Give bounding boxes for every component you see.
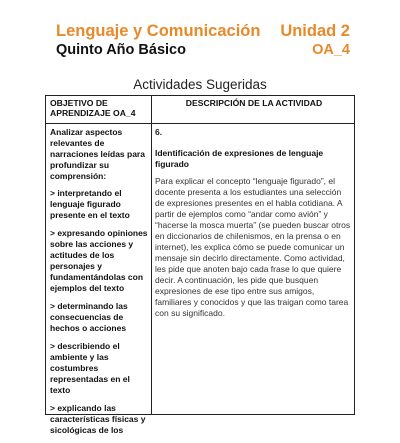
- objective-item: > interpretando el lenguaje figurado presente en el texto: [50, 188, 130, 220]
- objective-item: > describiendo el ambiente y las costumbres representadas en el texto: [50, 341, 130, 395]
- activity-table: [45, 95, 355, 435]
- objective-cell: [50, 127, 149, 443]
- activity-description: Para explicar el concepto “lenguaje figurado”, el docente presenta a los estudiantes una selección de expresiones presentes en el habla cotidiana. A partir de ejemplos como “andar como avión” y “hacerse la mosca muerta” (se pueden buscar otros en diccionarios de chilenismos, en la prensa o en internet), les explica cómo se puede comunicar un mensaje sin decirlo directamente. Como actividad, les pide que anoten bajo cada frase lo que quiere decir. A continuación, les pide que busquen expresiones de ese tipo entre sus amigos, familiares y conocidos y que las traigan como tarea con su significado.: [155, 176, 351, 318]
- objective-column-header: OBJETIVO DE APRENDIZAJE OA_4: [50, 98, 136, 118]
- description-column-header: DESCRIPCIÓN DE LA ACTIVIDAD: [185, 98, 323, 108]
- objective-intro: Analizar aspectos relevantes de narraciones leídas para profundizar su comprensión:: [50, 127, 145, 181]
- activity-number: 6.: [155, 127, 163, 137]
- activity-title: Identificación de expresiones de lenguaje figurado: [155, 148, 324, 169]
- table-column-divider: [151, 96, 152, 414]
- grade-title: Quinto Año Básico: [56, 42, 186, 58]
- section-title: Actividades Sugeridas: [133, 77, 267, 92]
- objective-item: > expresando opiniones sobre las acciones y actitudes de los personajes y fundamentándolas con ejemplos del texto: [50, 228, 148, 293]
- header-right: [280, 22, 350, 59]
- objective-item: > explicando las características físicas y sicológicas de los: [50, 403, 146, 435]
- objective-item: > determinando las consecuencias de hechos o acciones: [50, 301, 128, 333]
- table-header-divider: [46, 123, 354, 124]
- page-header: [0, 0, 400, 70]
- description-cell: [155, 127, 351, 319]
- unit-label: Unidad 2: [280, 22, 350, 40]
- oa-label: OA_4: [312, 42, 350, 58]
- subject-title: Lenguaje y Comunicación: [56, 22, 261, 40]
- header-left: [56, 22, 260, 59]
